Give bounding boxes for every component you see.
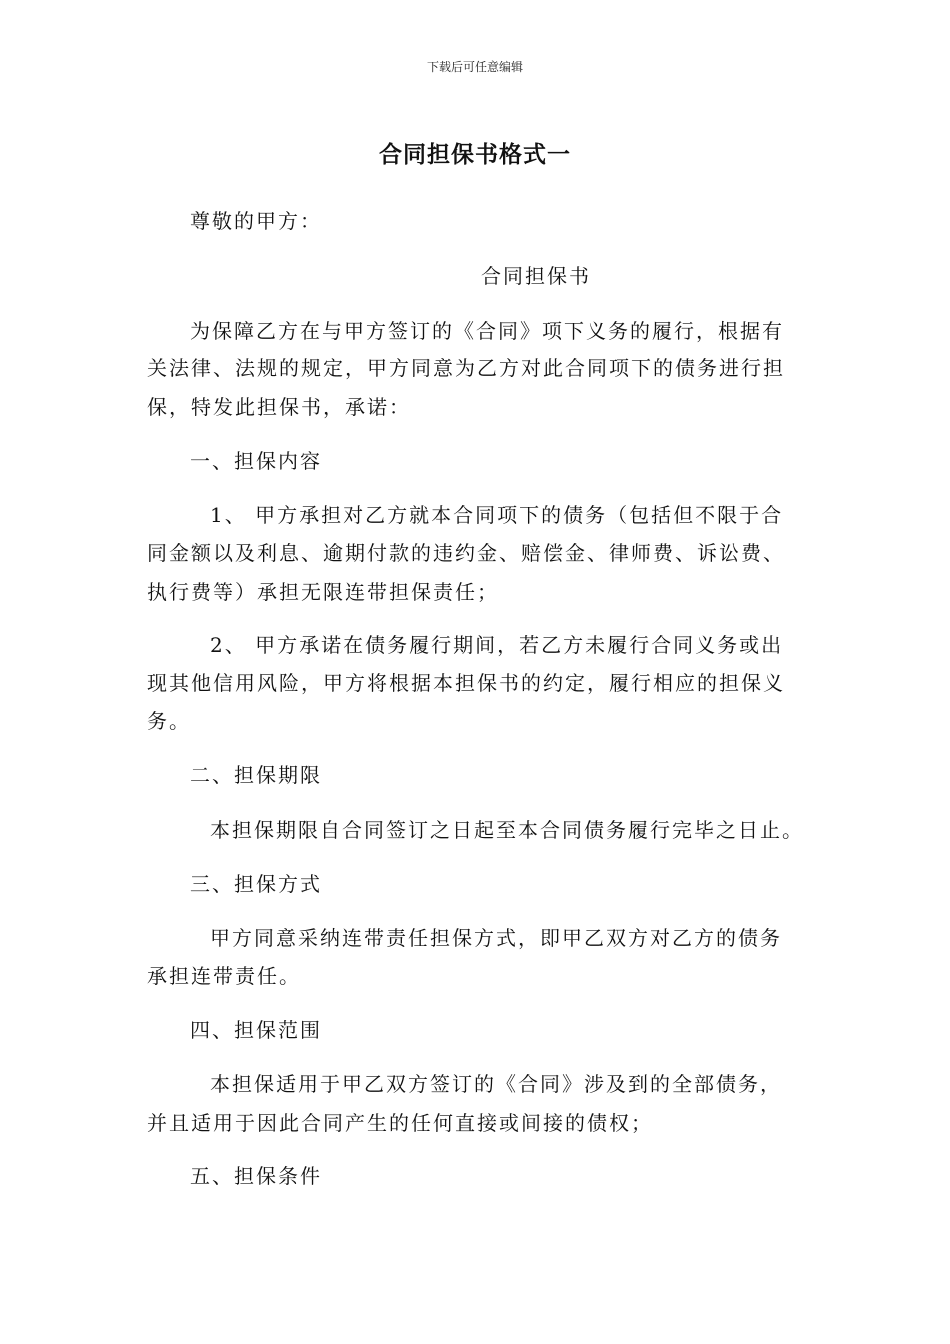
section-2-heading: 二、担保期限 — [190, 763, 322, 787]
intro-line-3: 保，特发此担保书，承诺： — [147, 395, 411, 419]
section-3-body-line-1: 甲方同意采纳连带责任担保方式，即甲乙双方对乙方的债务 — [210, 926, 782, 950]
section-1-item-1-line-1: 1、 甲方承担对乙方就本合同项下的债务（包括但不限于合 — [210, 503, 784, 527]
intro-line-1: 为保障乙方在与甲方签订的《合同》项下义务的履行，根据有 — [190, 319, 784, 343]
section-1-item-2-line-1: 2、 甲方承诺在债务履行期间，若乙方未履行合同义务或出 — [210, 633, 784, 657]
section-2-body-line-1: 本担保期限自合同签订之日起至本合同债务履行完毕之日止。 — [210, 818, 804, 842]
section-3-body-line-2: 承担连带责任。 — [147, 964, 301, 988]
document-title: 合同担保书格式一 — [379, 142, 571, 168]
section-4-heading: 四、担保范围 — [190, 1018, 322, 1042]
section-5-heading: 五、担保条件 — [190, 1164, 322, 1188]
section-1-item-1-line-2: 同金额以及利息、逾期付款的违约金、赔偿金、律师费、诉讼费、 — [147, 541, 785, 565]
salutation: 尊敬的甲方： — [190, 209, 322, 233]
header-note: 下载后可任意编辑 — [426, 60, 523, 74]
section-1-item-1-line-3: 执行费等）承担无限连带担保责任； — [147, 580, 499, 604]
section-1-item-2-line-2: 现其他信用风险，甲方将根据本担保书的约定，履行相应的担保义 — [147, 671, 785, 695]
document-subtitle: 合同担保书 — [481, 264, 591, 288]
section-1-item-2-line-3: 务。 — [147, 709, 191, 733]
intro-line-2: 关法律、法规的规定，甲方同意为乙方对此合同项下的债务进行担 — [147, 356, 785, 380]
section-3-heading: 三、担保方式 — [190, 872, 322, 896]
section-4-body-line-1: 本担保适用于甲乙双方签订的《合同》涉及到的全部债务， — [210, 1072, 782, 1096]
section-1-heading: 一、担保内容 — [190, 449, 322, 473]
section-4-body-line-2: 并且适用于因此合同产生的任何直接或间接的债权； — [147, 1111, 653, 1135]
